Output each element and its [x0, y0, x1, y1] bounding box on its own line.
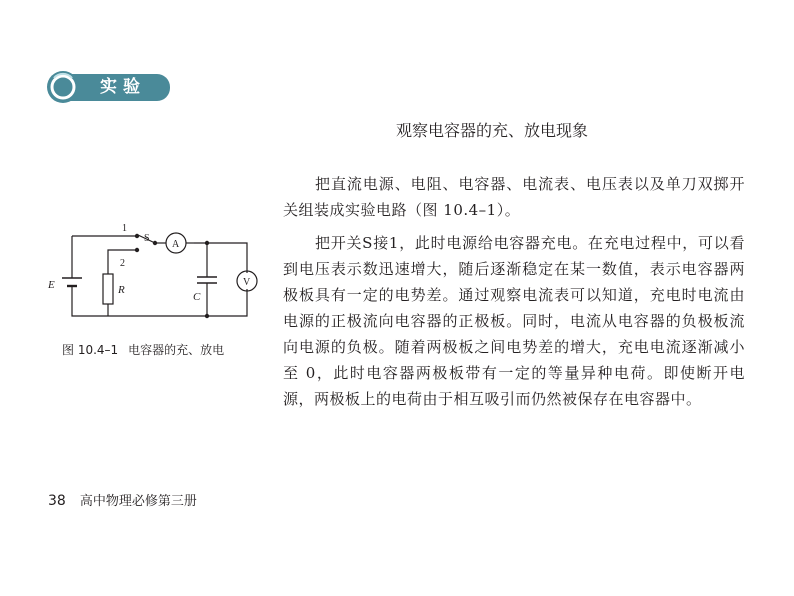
label-source: E — [48, 279, 55, 291]
wire-right — [194, 243, 247, 273]
book-title: 高中物理必修第三册 — [79, 494, 197, 509]
label-contact-1: 1 — [122, 223, 127, 234]
section-badge-label: 实验 — [100, 77, 146, 97]
label-ammeter: A — [172, 239, 180, 250]
resistor-symbol — [103, 274, 113, 304]
page-number: 38 — [48, 493, 66, 509]
label-voltmeter: V — [243, 277, 251, 288]
paragraph-1: 把直流电源、电阻、电容器、电流表、电压表以及单刀双掷开关组装成实验电路（图 10.4–1）。 — [283, 175, 745, 219]
label-capacitor: C — [193, 291, 201, 303]
circuit-diagram — [40, 216, 260, 331]
section-badge — [46, 70, 171, 104]
wire-left-lower — [72, 289, 247, 316]
page-title: 观察电容器的充、放电现象 — [396, 121, 589, 140]
figure-caption-text: 电容器的充、放电 — [128, 343, 225, 357]
figure-number: 图 10.4–1 — [62, 343, 119, 357]
experiment-icon — [46, 70, 82, 104]
paragraph-2: 把开关S接1，此时电源给电容器充电。在充电过程中，可以看到电压表示数迅速增大，随后逐渐稳定在某一数值，表示电容器两极板具有一定的电势差。通过观察电流表可以知道，充电时电流由电源的正极流向电容器的正极板。同时，电流从电容器的负极板流向电源的负极。随着两极板之间电势差的增大，充电电流逐渐减小至 0，此时电容器两极板带有一定的等量异种电荷。即使断开电源，两极板上的电荷由于相互吸引而仍然被保存在电容器中。 — [283, 234, 745, 408]
label-contact-2: 2 — [120, 258, 125, 269]
label-resistor: R — [118, 284, 125, 296]
page-footer — [48, 490, 197, 509]
figure-caption — [62, 341, 224, 358]
label-switch: S — [144, 233, 150, 244]
